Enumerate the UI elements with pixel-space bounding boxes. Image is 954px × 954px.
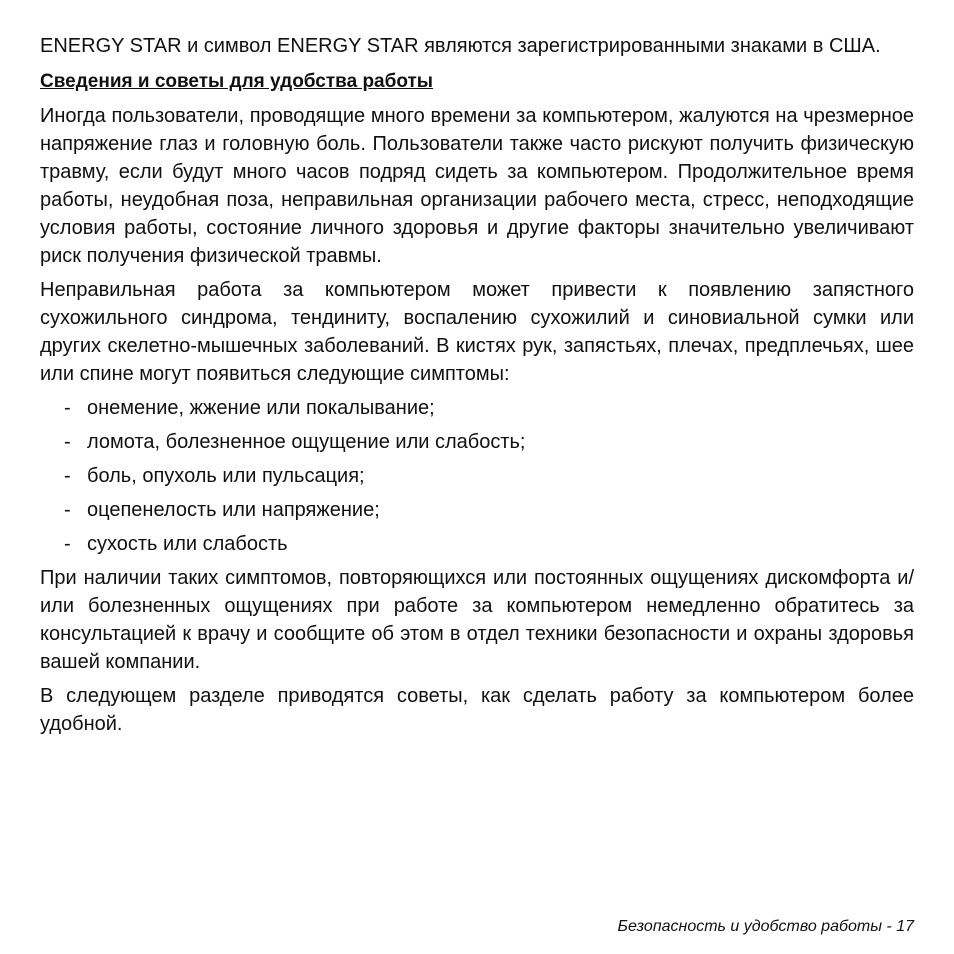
document-body	[40, 32, 914, 744]
list-item	[40, 428, 914, 456]
list-item-text: оцепенелость или напряжение;	[87, 499, 380, 521]
list-item	[40, 530, 914, 558]
list-item-text: ломота, болезненное ощущение или слабость;	[87, 431, 526, 453]
paragraph-causes: Неправильная работа за компьютером может привести к появлению запястного сухожильного синдрома, тендиниту, воспалению сухожилий и синовиальной сумки или других скелетно-мышечных заболеваний. В кистях рук, запястьях, плечах, предплечьях, шее или спине могут появиться следующие симптомы:	[40, 279, 914, 385]
energy-star-note: ENERGY STAR и символ ENERGY STAR являются зарегистрированными знаками в США.	[40, 35, 881, 57]
list-item-text: сухость или слабость	[87, 533, 288, 555]
footer-section-title: Безопасность и удобство работы -	[617, 918, 892, 935]
page-footer	[618, 916, 914, 938]
list-item	[40, 394, 914, 422]
symptom-list	[40, 394, 914, 558]
bullet-dash: -	[64, 465, 71, 487]
bullet-dash: -	[64, 499, 71, 521]
paragraph-advice: При наличии таких симптомов, повторяющихся или постоянных ощущениях дискомфорта и/или болезненных ощущениях при работе за компьютером немедленно обратитесь за консультацией к врачу и сообщите об этом в отдел техники безопасности и охраны здоровья вашей компании.	[40, 567, 914, 673]
page-number: 17	[896, 918, 914, 935]
list-item-text: боль, опухоль или пульсация;	[87, 465, 365, 487]
bullet-dash: -	[64, 533, 71, 555]
list-item	[40, 462, 914, 490]
bullet-dash: -	[64, 397, 71, 419]
section-heading: Сведения и советы для удобства работы	[40, 71, 434, 92]
paragraph-next-section: В следующем разделе приводятся советы, как сделать работу за компьютером более удобной.	[40, 685, 914, 735]
bullet-dash: -	[64, 431, 71, 453]
paragraph-intro: Иногда пользователи, проводящие много времени за компьютером, жалуются на чрезмерное напряжение глаз и головную боль. Пользователи также часто рискуют получить физическую травму, если будут много часов подряд сидеть за компьютером. Продолжительное время работы, неудобная поза, неправильная организации рабочего места, стресс, неподходящие условия работы, состояние личного здоровья и другие факторы значительно увеличивают риск получения физической травмы.	[40, 105, 914, 267]
list-item	[40, 496, 914, 524]
list-item-text: онемение, жжение или покалывание;	[87, 397, 435, 419]
